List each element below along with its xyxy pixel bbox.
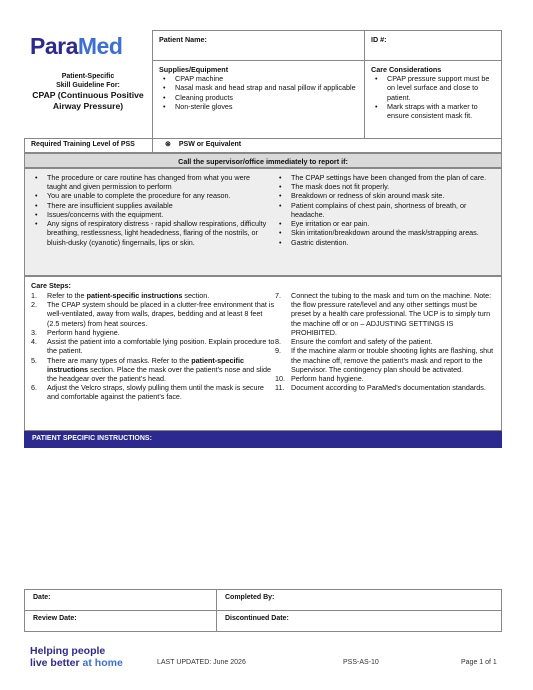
document-code: PSS-AS-10 [343, 659, 379, 666]
report-conditions [24, 168, 502, 276]
report-item: • Gastric distention. [275, 238, 497, 247]
report-item: • Skin irritation/breakdown around the mask/strapping areas. [275, 228, 497, 237]
report-item: • The CPAP settings have been changed from the plan of care. [275, 173, 497, 182]
discontinued-date-field[interactable]: Discontinued Date: [217, 611, 502, 632]
header-table [152, 30, 502, 139]
care-steps-heading: Care Steps: [31, 281, 71, 290]
report-item: • You are unable to complete the procedure for any reason. [31, 191, 271, 200]
report-item: • Eye irritation or ear pain. [275, 219, 497, 228]
supplies-item: • Nasal mask and head strap and nasal pillow if applicable [159, 83, 358, 92]
care-step: 10. Perform hand hygiene. [275, 373, 364, 383]
care-step: 1. Refer to the patient-specific instructions section. [31, 291, 210, 300]
checked-circle-icon: ⊗ [165, 141, 171, 149]
report-item: • Patient complains of chest pain, shortness of breath, or headache. [275, 201, 497, 219]
id-cell[interactable] [365, 31, 502, 61]
considerations-item: • CPAP pressure support must be on level surface and close to patient. [371, 74, 495, 102]
supplies-list [159, 74, 358, 111]
care-steps-section [24, 276, 502, 431]
report-item: • The mask does not fit properly. [275, 182, 497, 191]
patient-instructions-header: PATIENT SPECIFIC INSTRUCTIONS: [24, 431, 502, 448]
report-item: • Issues/concerns with the equipment. [31, 210, 271, 219]
tagline: Helping people live better at home [30, 645, 123, 670]
considerations-item: • Mark straps with a marker to ensure consistent mask fit. [371, 102, 495, 120]
supplies-item: • Non-sterile gloves [159, 102, 358, 111]
care-step: 7. Connect the tubing to the mask and turn on the machine. Note: the flow pressure rate/level and any other settings must be preset by a health care professional. The UCP is to simply turn the machine off or on – ADJUSTING SETTINGS IS PROHIBITED. [275, 291, 492, 337]
signoff-table [24, 589, 502, 632]
id-label: ID #: [371, 35, 387, 44]
care-step: 4. Assist the patient into a comfortable lying position. Explain procedure to the patient. [31, 337, 275, 356]
care-step: 2. The CPAP system should be placed in a clutter-free environment that is well-ventilated, away from walls, drapes, bedding and at least 8 feet (2.5 meters) from heat sources. [31, 300, 275, 328]
review-date-field[interactable]: Review Date: [25, 611, 217, 632]
report-list-right [275, 173, 497, 247]
considerations-list [371, 74, 495, 120]
report-item: • The procedure or care routine has changed from what you were taught and given permission to perform [31, 173, 271, 191]
training-value-cell [153, 139, 502, 153]
care-steps-left [31, 291, 275, 402]
report-item: • Any signs of respiratory distress - rapid shallow respirations, difficulty breathing, restlessness, light headedness, flaring of the nostrils, or bluish-dusky (cyanotic) fingernails, lips or skin. [31, 219, 271, 247]
title-line-1: Patient-Specific [61, 73, 115, 80]
care-step: 11. Document according to ParaMed’s documentation standards. [275, 383, 486, 393]
supplies-heading: Supplies/Equipment [159, 65, 229, 74]
care-step: 3. Perform hand hygiene. [31, 327, 120, 337]
paramed-logo: ParaMed [30, 33, 123, 59]
care-steps-right [275, 291, 497, 392]
date-field[interactable]: Date: [25, 590, 217, 611]
report-heading: Call the supervisor/office immediately to report if: [24, 153, 502, 168]
patient-instructions-area[interactable] [24, 448, 502, 588]
care-step: 8. Ensure the comfort and safety of the patient. [275, 337, 433, 347]
report-item: • There are insufficient supplies available [31, 201, 271, 210]
document-title [24, 72, 152, 113]
supplies-cell [153, 61, 365, 139]
patient-name-cell[interactable] [153, 31, 365, 61]
care-step: 5. There are many types of masks. Refer to the patient-specific instructions section. Place the mask over the patient’s nose and slide the headgear over the patient’s head. [31, 355, 271, 383]
report-item: • Breakdown or redness of skin around mask site. [275, 191, 497, 200]
title-line-4: Airway Pressure) [52, 101, 124, 112]
training-label: Required Training Level of PSS [25, 139, 153, 153]
care-step: 6. Adjust the Velcro straps, slowly pulling them until the mask is secure and comfortable against the patient’s face. [31, 383, 264, 402]
report-list-left [31, 173, 271, 247]
considerations-heading: Care Considerations [371, 65, 442, 74]
last-updated: LAST UPDATED: June 2026 [157, 659, 246, 666]
patient-name-label: Patient Name: [159, 35, 207, 44]
considerations-cell [365, 61, 502, 139]
title-line-3: CPAP (Continuous Positive [32, 90, 144, 101]
training-value: PSW or Equivalent [178, 141, 242, 149]
care-step: 9. If the machine alarm or trouble shooting lights are flashing, shut the machine off, remove the patient’s mask and report to the Supervisor. The contingency plan should be activated. [275, 346, 494, 374]
title-line-2: Skill Guideline For: [56, 82, 120, 90]
page-number: Page 1 of 1 [461, 659, 497, 666]
supplies-item: • Cleaning products [159, 93, 358, 102]
completed-by-field[interactable]: Completed By: [217, 590, 502, 611]
training-level-table [24, 138, 502, 153]
supplies-item: • CPAP machine [159, 74, 358, 83]
